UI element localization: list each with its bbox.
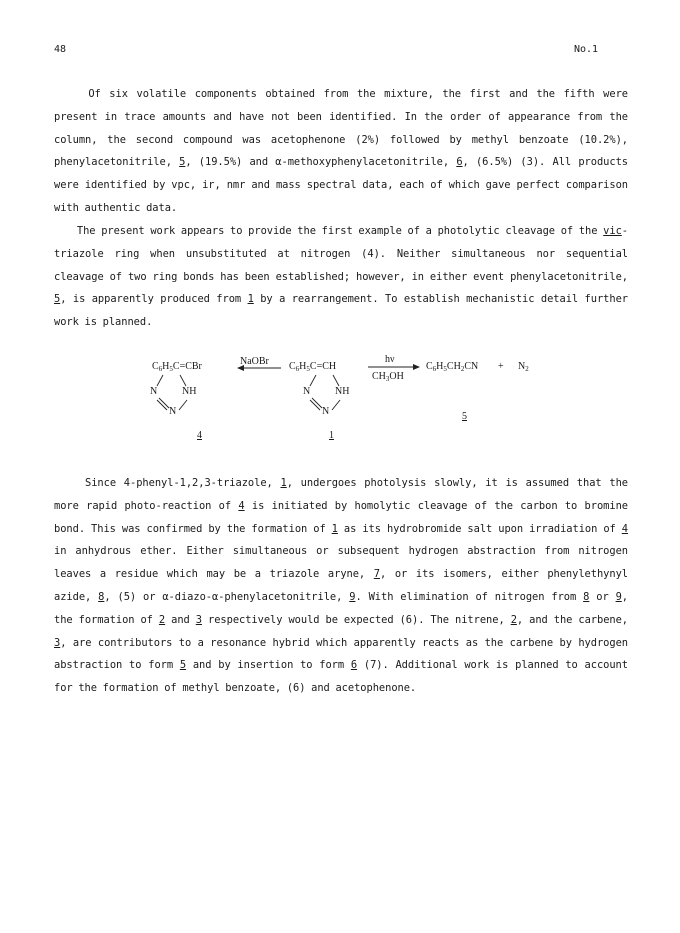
compound-ref: 5 (54, 293, 61, 306)
compound-ref: 1 (247, 293, 254, 306)
compound-ref: 3 (54, 636, 61, 649)
paragraph-mechanism: Since 4-phenyl-1,2,3-triazole, 1, undergoes photolysis slowly, it is assumed that the more rapid photo-reaction of 4 is initiated by homolytic cleavage of the carbon to bromine bond. This was confirmed by the formation of 1 as its hydrobromide salt upon irradiation of 4 in anhydrous ether. Either simultaneous or subsequent hydrogen abstraction from nitrogen leaves a residue which may be a triazole aryne, 7, or its isomers, either phenylethynyl azide, 8, (5) or α-diazo-α-phenylacetonitrile, 9. With elimination of nitrogen from 8 or 9, the formation of 2 and 3 respectively would be expected (6). The nitrene, 2, and the carbene, 3, are contributors to a resonance hybrid which apparently reacts as the carbene by hydrogen abstraction to form 5 and by insertion to form 6 (7). Additional work is planned to account for the formation of methyl benzoate, (6) and acetophenone. (54, 477, 629, 695)
compound-ref: 9 (349, 590, 356, 603)
compound-ref: 6 (456, 156, 463, 169)
compound-ref: 4 (621, 522, 628, 535)
compound-ref: 5 (179, 659, 187, 672)
reaction-scheme: $C_6H_5C=CBr$ NaOBr $C_6H_5C=CH$ hν $CH_3OH$ $C_6H_5CH_2CN$ + $N_2$ N NH N N NH N 4 1 5 (145, 360, 545, 450)
paragraph-discussion: The present work appears to provide the first example of a photolytic cleavage of the vic-triazole ring when unsubstituted at nitrogen (4). Neither simultaneous nor sequential cleavage of two ring bonds has been established; however, in either event phenylacetonitrile, 5, is apparently produced from 1 by a rearrangement. To establish mechanistic detail further work is planned. (54, 225, 628, 329)
compound-label: 5 (462, 411, 467, 422)
compound-ref: 3 (195, 613, 202, 626)
compound-ref: 4 (238, 499, 245, 512)
nitrogen-product: $N_2$ (518, 361, 529, 373)
scheme-bonds (145, 360, 545, 450)
compound-ref: 7 (373, 568, 380, 581)
compound-ref: 1 (331, 522, 338, 535)
reagent-label: NaOBr (240, 356, 269, 367)
compound-label: 4 (197, 430, 202, 441)
reagent-label: hν (385, 354, 395, 365)
compound-ref: 2 (158, 613, 166, 626)
compound-ref: 5 (179, 156, 186, 169)
compound-ref: 8 (98, 590, 105, 603)
compound-ref: 6 (350, 659, 358, 672)
solvent-label: $CH_3OH$ (372, 371, 404, 383)
paragraph-results: Of six volatile components obtained from the mixture, the first and the fifth were present in trace amounts and have not been identified. In the order of appearance from the column, the second compound was acetophenone (2%) followed by methyl benzoate (10.2%), phenylacetonitrile, 5, (19.5%) and α-methoxyphenylacetonitrile, 6, (6.5%) (3). All products were identified by vpc, ir, nmr and mass spectral data, each of which gave perfect comparison with authentic data. (54, 88, 628, 214)
product-formula: $C_6H_5CH_2CN$ (426, 361, 479, 373)
compound-ref: 8 (583, 590, 590, 603)
compound-label: 1 (329, 430, 334, 441)
compound-ref: 9 (615, 590, 622, 603)
journal-issue: No.1 (574, 44, 599, 55)
page-number: 48 (54, 44, 67, 55)
compound-ref: 1 (280, 477, 287, 489)
compound-ref: 2 (510, 613, 517, 626)
